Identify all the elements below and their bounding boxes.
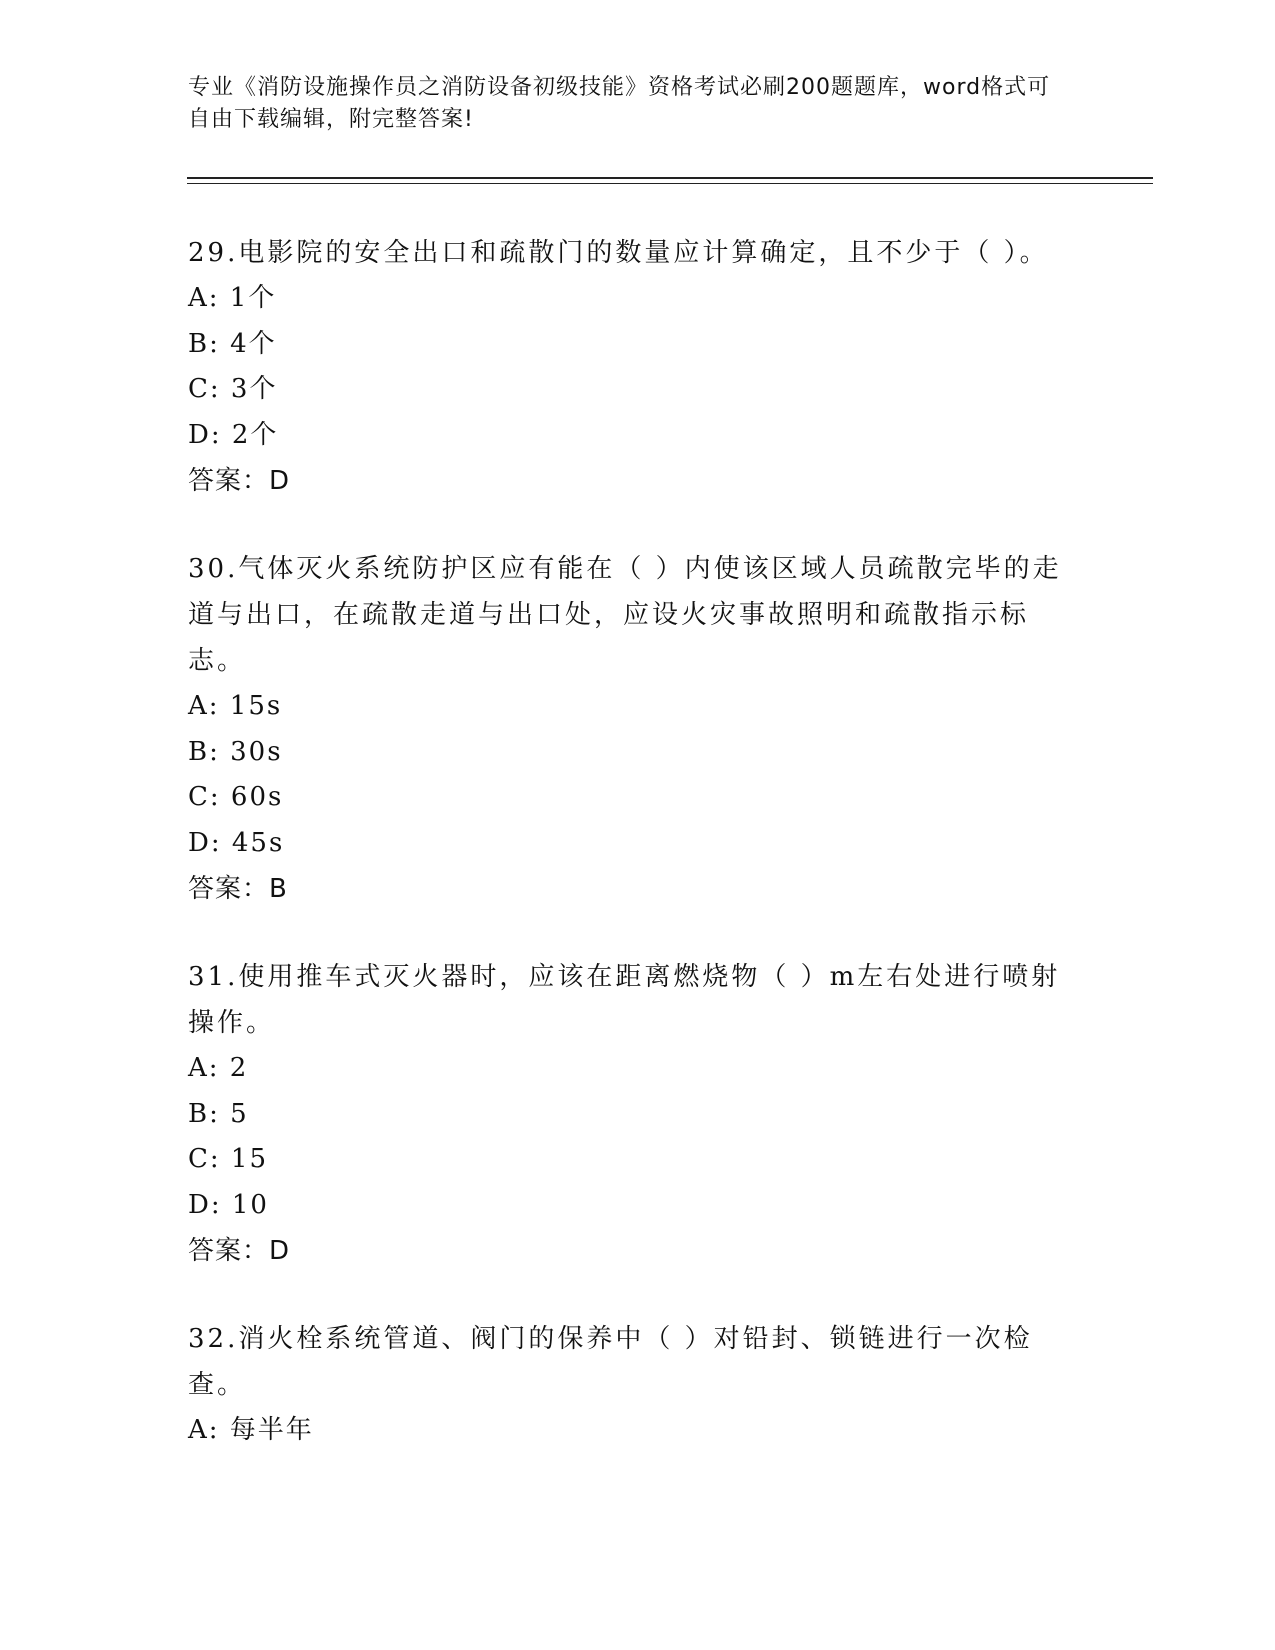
header-divider-thin (187, 183, 1153, 184)
option-c: C: 60s (188, 782, 284, 812)
option-d: D: 45s (188, 827, 285, 858)
option-c: C: 3个 (188, 374, 278, 404)
option-a: A: 1个 (188, 283, 277, 313)
answer-line: 答案：D (188, 1236, 291, 1266)
question-stem: 31.使用推车式灭火器时，应该在距离燃烧物（ ）m左右处进行喷射操作。 (188, 962, 1061, 1038)
header-divider-thick (187, 177, 1153, 179)
option-b: B: 4个 (188, 328, 277, 359)
document-header: 专业《消防设施操作员之消防设备初级技能》资格考试必刷200题题库，word格式可自由下载编辑，附完整答案! (188, 75, 1051, 132)
option-b: B: 30s (188, 736, 283, 767)
question-31 (188, 954, 1078, 1274)
answer-line: 答案：D (188, 466, 291, 496)
question-stem: 29.电影院的安全出口和疏散门的数量应计算确定，且不少于（ ）。 (188, 238, 1049, 268)
option-b: B: 5 (188, 1098, 249, 1129)
option-a: A: 每半年 (188, 1415, 314, 1445)
option-a: A: 15s (188, 691, 283, 721)
question-30 (188, 546, 1078, 912)
option-d: D: 2个 (188, 419, 279, 450)
answer-line: 答案：B (188, 874, 288, 904)
question-stem: 32.消火栓系统管道、阀门的保养中（ ）对铅封、锁链进行一次检查。 (188, 1324, 1033, 1400)
question-29 (188, 230, 1078, 504)
question-stem: 30.气体灭火系统防护区应有能在（ ）内使该区域人员疏散完毕的走道与出口，在疏散走道与出口处，应设火灾事故照明和疏散指示标志。 (188, 554, 1062, 676)
option-d: D: 10 (188, 1189, 269, 1220)
question-list (188, 230, 1078, 1496)
option-c: C: 15 (188, 1144, 269, 1174)
option-a: A: 2 (188, 1053, 249, 1083)
question-32 (188, 1316, 1078, 1454)
